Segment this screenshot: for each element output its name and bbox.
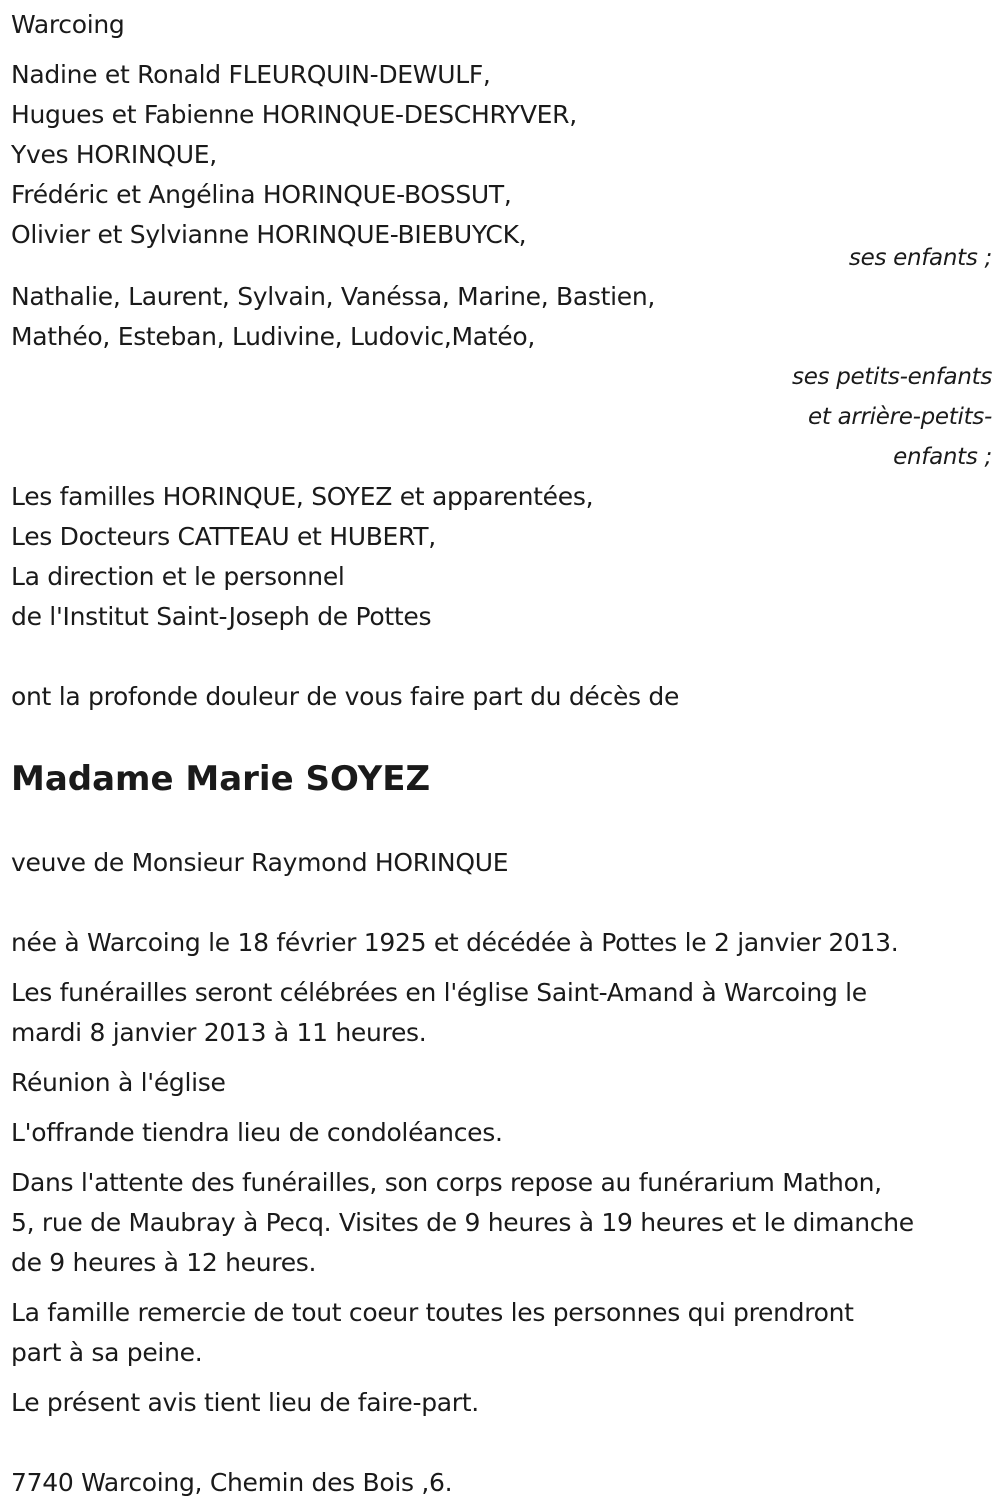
offering-text: L'offrande tiendra lieu de condoléances. [11,1118,503,1147]
birth-death-text: née à Warcoing le 18 février 1925 et décédée à Pottes le 2 janvier 2013. [11,928,899,957]
grandchildren-list [11,277,992,357]
mourner-line: Les familles HORINQUE, SOYEZ et apparentées, [11,482,594,511]
child-line: Hugues et Fabienne HORINQUE-DESCHRYVER, [11,100,577,129]
grandchildren-label-line: et arrière-petits- [808,404,992,430]
viewing-details [11,1163,992,1283]
deceased-name: Madame Marie SOYEZ [11,759,431,799]
mourner-line: La direction et le personnel [11,562,345,591]
widow-of-text: veuve de Monsieur Raymond HORINQUE [11,848,509,877]
grandchildren-label-line: enfants ; [893,444,992,470]
other-mourners [11,477,992,637]
child-line: Nadine et Ronald FLEURQUIN-DEWULF, [11,60,491,89]
grandchild-line: Nathalie, Laurent, Sylvain, Vanéssa, Marine, Bastien, [11,282,656,311]
children-label: ses enfants ; [848,245,992,271]
death-notice [11,0,992,1503]
funeral-line: Les funérailles seront célébrées en l'église Saint-Amand à Warcoing le [11,978,867,1007]
child-line: Olivier et Sylvianne HORINQUE-BIEBUYCK, [11,220,527,249]
viewing-line: 5, rue de Maubray à Pecq. Visites de 9 heures à 19 heures et le dimanche [11,1208,914,1237]
child-line: Frédéric et Angélina HORINQUE-BOSSUT, [11,180,512,209]
notice-note: Le présent avis tient lieu de faire-part. [11,1388,479,1417]
grandchildren-label [11,357,992,477]
viewing-line: Dans l'attente des funérailles, son corps repose au funérarium Mathon, [11,1168,882,1197]
grandchildren-label-line: ses petits-enfants [792,364,992,390]
announcement-text: ont la profonde douleur de vous faire part du décès de [11,682,680,711]
grandchild-line: Mathéo, Esteban, Ludivine, Ludovic,Matéo, [11,322,535,351]
address-text: 7740 Warcoing, Chemin des Bois ,6. [11,1468,453,1497]
viewing-line: de 9 heures à 12 heures. [11,1248,317,1277]
funeral-line: mardi 8 janvier 2013 à 11 heures. [11,1018,427,1047]
thanks-text [11,1293,992,1373]
mourner-line: Les Docteurs CATTEAU et HUBERT, [11,522,436,551]
thanks-line: part à sa peine. [11,1338,203,1367]
thanks-line: La famille remercie de tout coeur toutes les personnes qui prendront [11,1298,854,1327]
children-list [11,55,992,255]
funeral-details [11,973,992,1053]
meeting-text: Réunion à l'église [11,1068,226,1097]
child-line: Yves HORINQUE, [11,140,217,169]
place-heading: Warcoing [11,10,125,39]
mourner-line: de l'Institut Saint-Joseph de Pottes [11,602,432,631]
